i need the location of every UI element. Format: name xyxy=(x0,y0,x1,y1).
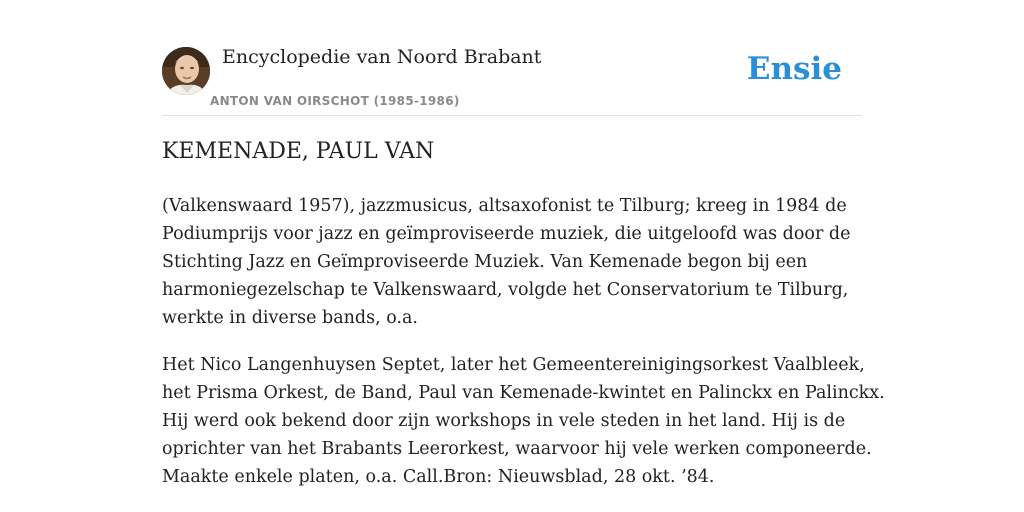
author-portrait-icon xyxy=(162,47,210,95)
paragraph-line: oprichter van het Brabants Leerorkest, waarvoor hij vele werken componeerde. xyxy=(162,439,872,459)
author-avatar[interactable] xyxy=(162,47,210,95)
paragraph-line: Maakte enkele platen, o.a. Call.Bron: Nieuwsblad, 28 okt. ’84. xyxy=(162,467,715,487)
author-name[interactable]: ANTON VAN OIRSCHOT (1985-1986) xyxy=(210,94,460,108)
paragraph-line: Stichting Jazz en Geïmproviseerde Muziek. Van Kemenade begon bij een xyxy=(162,252,808,272)
article-paragraph-2 xyxy=(162,351,885,491)
paragraph-line: werkte in diverse bands, o.a. xyxy=(162,308,418,328)
article-paragraph-1 xyxy=(162,192,867,332)
brand-logo[interactable]: Ensie xyxy=(746,51,842,87)
paragraph-line: harmoniegezelschap te Valkenswaard, volgde het Conservatorium te Tilburg, xyxy=(162,280,849,300)
paragraph-line: Podiumprijs voor jazz en geïmproviseerde muziek, die uitgeloofd was door de xyxy=(162,224,851,244)
header-divider xyxy=(162,115,862,116)
source-title[interactable]: Encyclopedie van Noord Brabant xyxy=(222,46,542,68)
article-title: KEMENADE, PAUL VAN xyxy=(162,139,435,164)
paragraph-line: (Valkenswaard 1957), jazzmusicus, altsaxofonist te Tilburg; kreeg in 1984 de xyxy=(162,196,847,216)
paragraph-line: het Prisma Orkest, de Band, Paul van Kemenade-kwintet en Palinckx en Palinckx. xyxy=(162,383,885,403)
paragraph-line: Het Nico Langenhuysen Septet, later het Gemeentereinigingsorkest Vaalbleek, xyxy=(162,355,865,375)
paragraph-line: Hij werd ook bekend door zijn workshops in vele steden in het land. Hij is de xyxy=(162,411,846,431)
